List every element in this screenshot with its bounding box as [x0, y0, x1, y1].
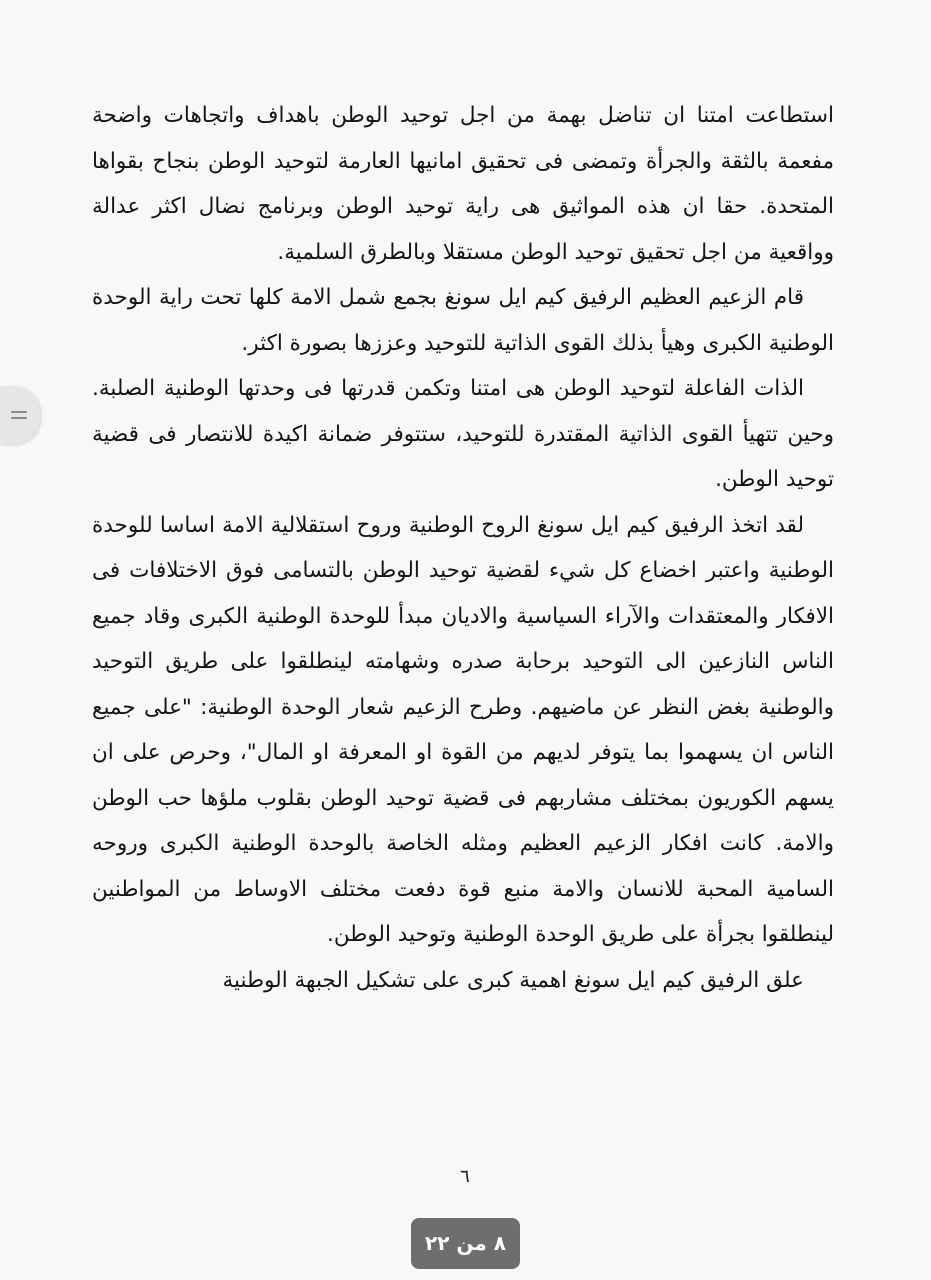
body-text: [92, 93, 834, 1003]
paragraph-5: علق الرفيق كيم ايل سونغ اهمية كبرى على تشكيل الجبهة الوطنية: [222, 967, 804, 993]
page-number: ٦: [460, 1166, 470, 1187]
handle-line-top: [11, 411, 27, 413]
paragraph-3: الذات الفاعلة لتوحيد الوطن هى امتنا وتكمن قدرتها فى وحدتها الوطنية الصلبة. وحين تتهيأ القوى الذاتية المقتدرة للتوحيد، ستتوفر ضمانة اكيدة للانتصار فى قضية توحيد الوطن.: [92, 376, 834, 492]
paragraph-4: لقد اتخذ الرفيق كيم ايل سونغ الروح الوطنية وروح استقلالية الامة اساسا للوحدة الوطنية واعتبر اخضاع كل شيء لقضية توحيد الوطن بالتسامى فوق الاختلافات فى الافكار والمعتقدات والآراء السياسية والاديان مبدأ للوحدة الوطنية الكبرى وقاد جميع الناس النازعين الى التوحيد برحابة صدره وشهامته لينطلقوا على طريق التوحيد والوطنية بغض النظر عن ماضيهم. وطرح الزعيم شعار الوحدة الوطنية: "على جميع الناس ان يسهموا بما يتوفر لديهم من القوة او المعرفة او المال"، وحرص على ان يسهم الكوريون بمختلف مشاربهم فى قضية توحيد الوطن بقلوب ملؤها حب الوطن والامة. كانت افكار الزعيم العظيم ومثله الخاصة بالوحدة الوطنية الكبرى وروحه السامية المحبة للانسان والامة منبع قوة دفعت مختلف الاوساط من المواطنين لينطلقوا بجرأة على طريق الوحدة الوطنية وتوحيد الوطن.: [92, 512, 834, 947]
paragraph-1: استطاعت امتنا ان تناضل بهمة من اجل توحيد الوطن باهداف واتجاهات واضحة مفعمة بالثقة والجرأة وتمضى فى تحقيق امانيها العارمة لتوحيد الوطن بنجاح بقواها المتحدة. حقا ان هذه المواثيق هى راية توحيد الوطن وبرنامج نضال اكثر عدالة وواقعية من اجل تحقيق توحيد الوطن مستقلا وبالطرق السلمية.: [92, 103, 834, 265]
page-counter-badge: ٨ من ٢٢: [411, 1218, 520, 1269]
handle-line-bottom: [11, 417, 27, 419]
paragraph-2: قام الزعيم العظيم الرفيق كيم ايل سونغ بجمع شمل الامة كلها تحت راية الوحدة الوطنية الكبرى وهيأ بذلك القوى الذاتية للتوحيد وعززها بصورة اكثر.: [92, 285, 834, 356]
